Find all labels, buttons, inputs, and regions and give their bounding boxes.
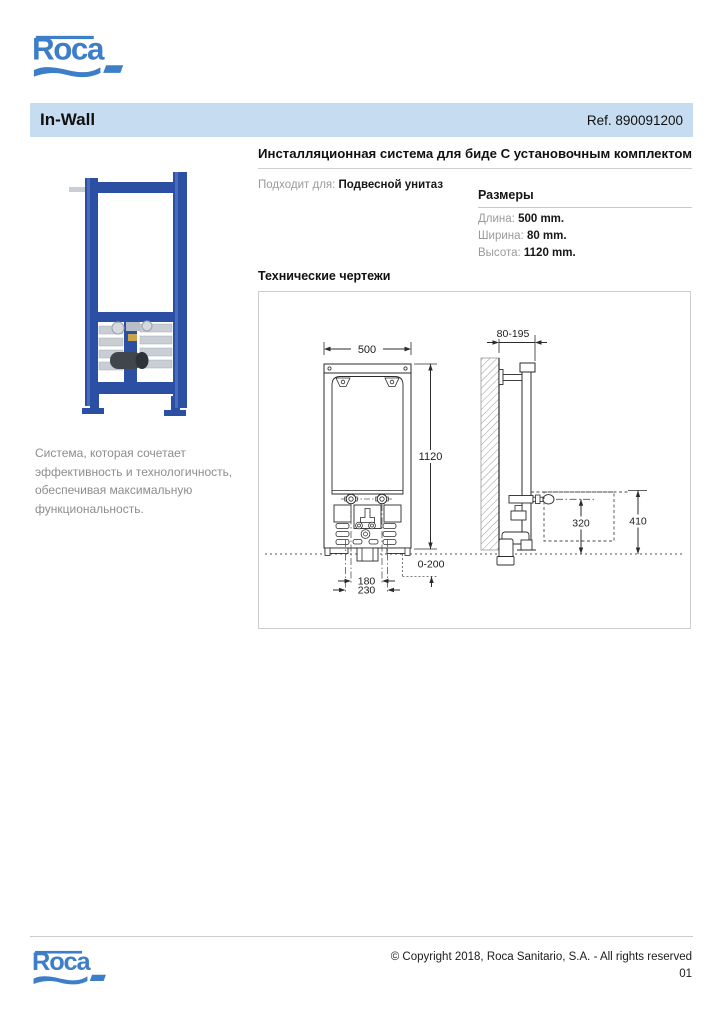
wall-hatch — [481, 358, 499, 550]
product-name: In-Wall — [40, 110, 96, 129]
product-photo — [52, 166, 237, 424]
dim-side-outlet-height: 410 — [629, 515, 647, 528]
logo-text: Roca — [32, 948, 90, 977]
dimension-label: Высота: — [478, 247, 521, 259]
dimension-label: Ширина: — [478, 230, 524, 242]
product-description: Система, которая сочетает эффективность и технологичность, обеспечивая максимальную функциональность. — [35, 446, 233, 516]
dim-front-floor-adjust: 0-200 — [417, 558, 445, 571]
dim-side-depth: 80-195 — [496, 328, 530, 340]
dimensions-heading: Размеры — [478, 188, 692, 208]
technical-drawing — [259, 292, 690, 628]
page-number: 01 — [679, 968, 692, 980]
logo-wave-block — [103, 65, 123, 73]
logo-wave-icon — [34, 67, 101, 77]
front-view-drawing — [324, 342, 446, 597]
suitable-for-label: Подходит для: — [258, 179, 336, 191]
roca-logo-footer — [32, 943, 109, 985]
dim-front-width: 500 — [357, 344, 377, 356]
side-view-drawing — [481, 328, 651, 565]
dimension-value: 500 mm. — [518, 213, 565, 225]
product-reference: Ref. 890091200 — [586, 112, 683, 128]
technical-drawings-heading: Технические чертежи — [258, 269, 391, 283]
dim-front-fixing-spacing: 180 — [357, 575, 376, 588]
dimensions-section — [478, 188, 692, 259]
dimension-label: Длина: — [478, 213, 515, 225]
logo-wave-block — [90, 975, 106, 981]
dimension-row-width — [478, 230, 692, 242]
roca-logo — [32, 26, 127, 78]
dimension-row-length — [478, 213, 692, 225]
logo-text: Roca — [32, 31, 103, 67]
dim-side-inlet-height: 320 — [572, 517, 590, 530]
suitable-for-value: Подвесной унитаз — [338, 179, 444, 191]
footer-divider — [30, 936, 693, 937]
logo-wave-icon — [34, 976, 88, 984]
dimension-value: 80 mm. — [526, 230, 567, 242]
dimension-row-height — [478, 247, 692, 259]
dimension-value: 1120 mm. — [523, 247, 576, 259]
copyright-notice: © Copyright 2018, Roca Sanitario, S.A. - All rights reserved — [390, 951, 692, 963]
dim-front-height: 1120 — [418, 451, 443, 463]
header-band — [30, 103, 693, 137]
dim-front-outer-spacing: 230 — [357, 584, 376, 597]
technical-drawing-box — [258, 291, 691, 629]
page-title: Инсталляционная система для биде С установочным комплектом — [258, 146, 692, 169]
installation-frame-illustration — [69, 172, 187, 416]
suitable-for — [258, 179, 443, 191]
